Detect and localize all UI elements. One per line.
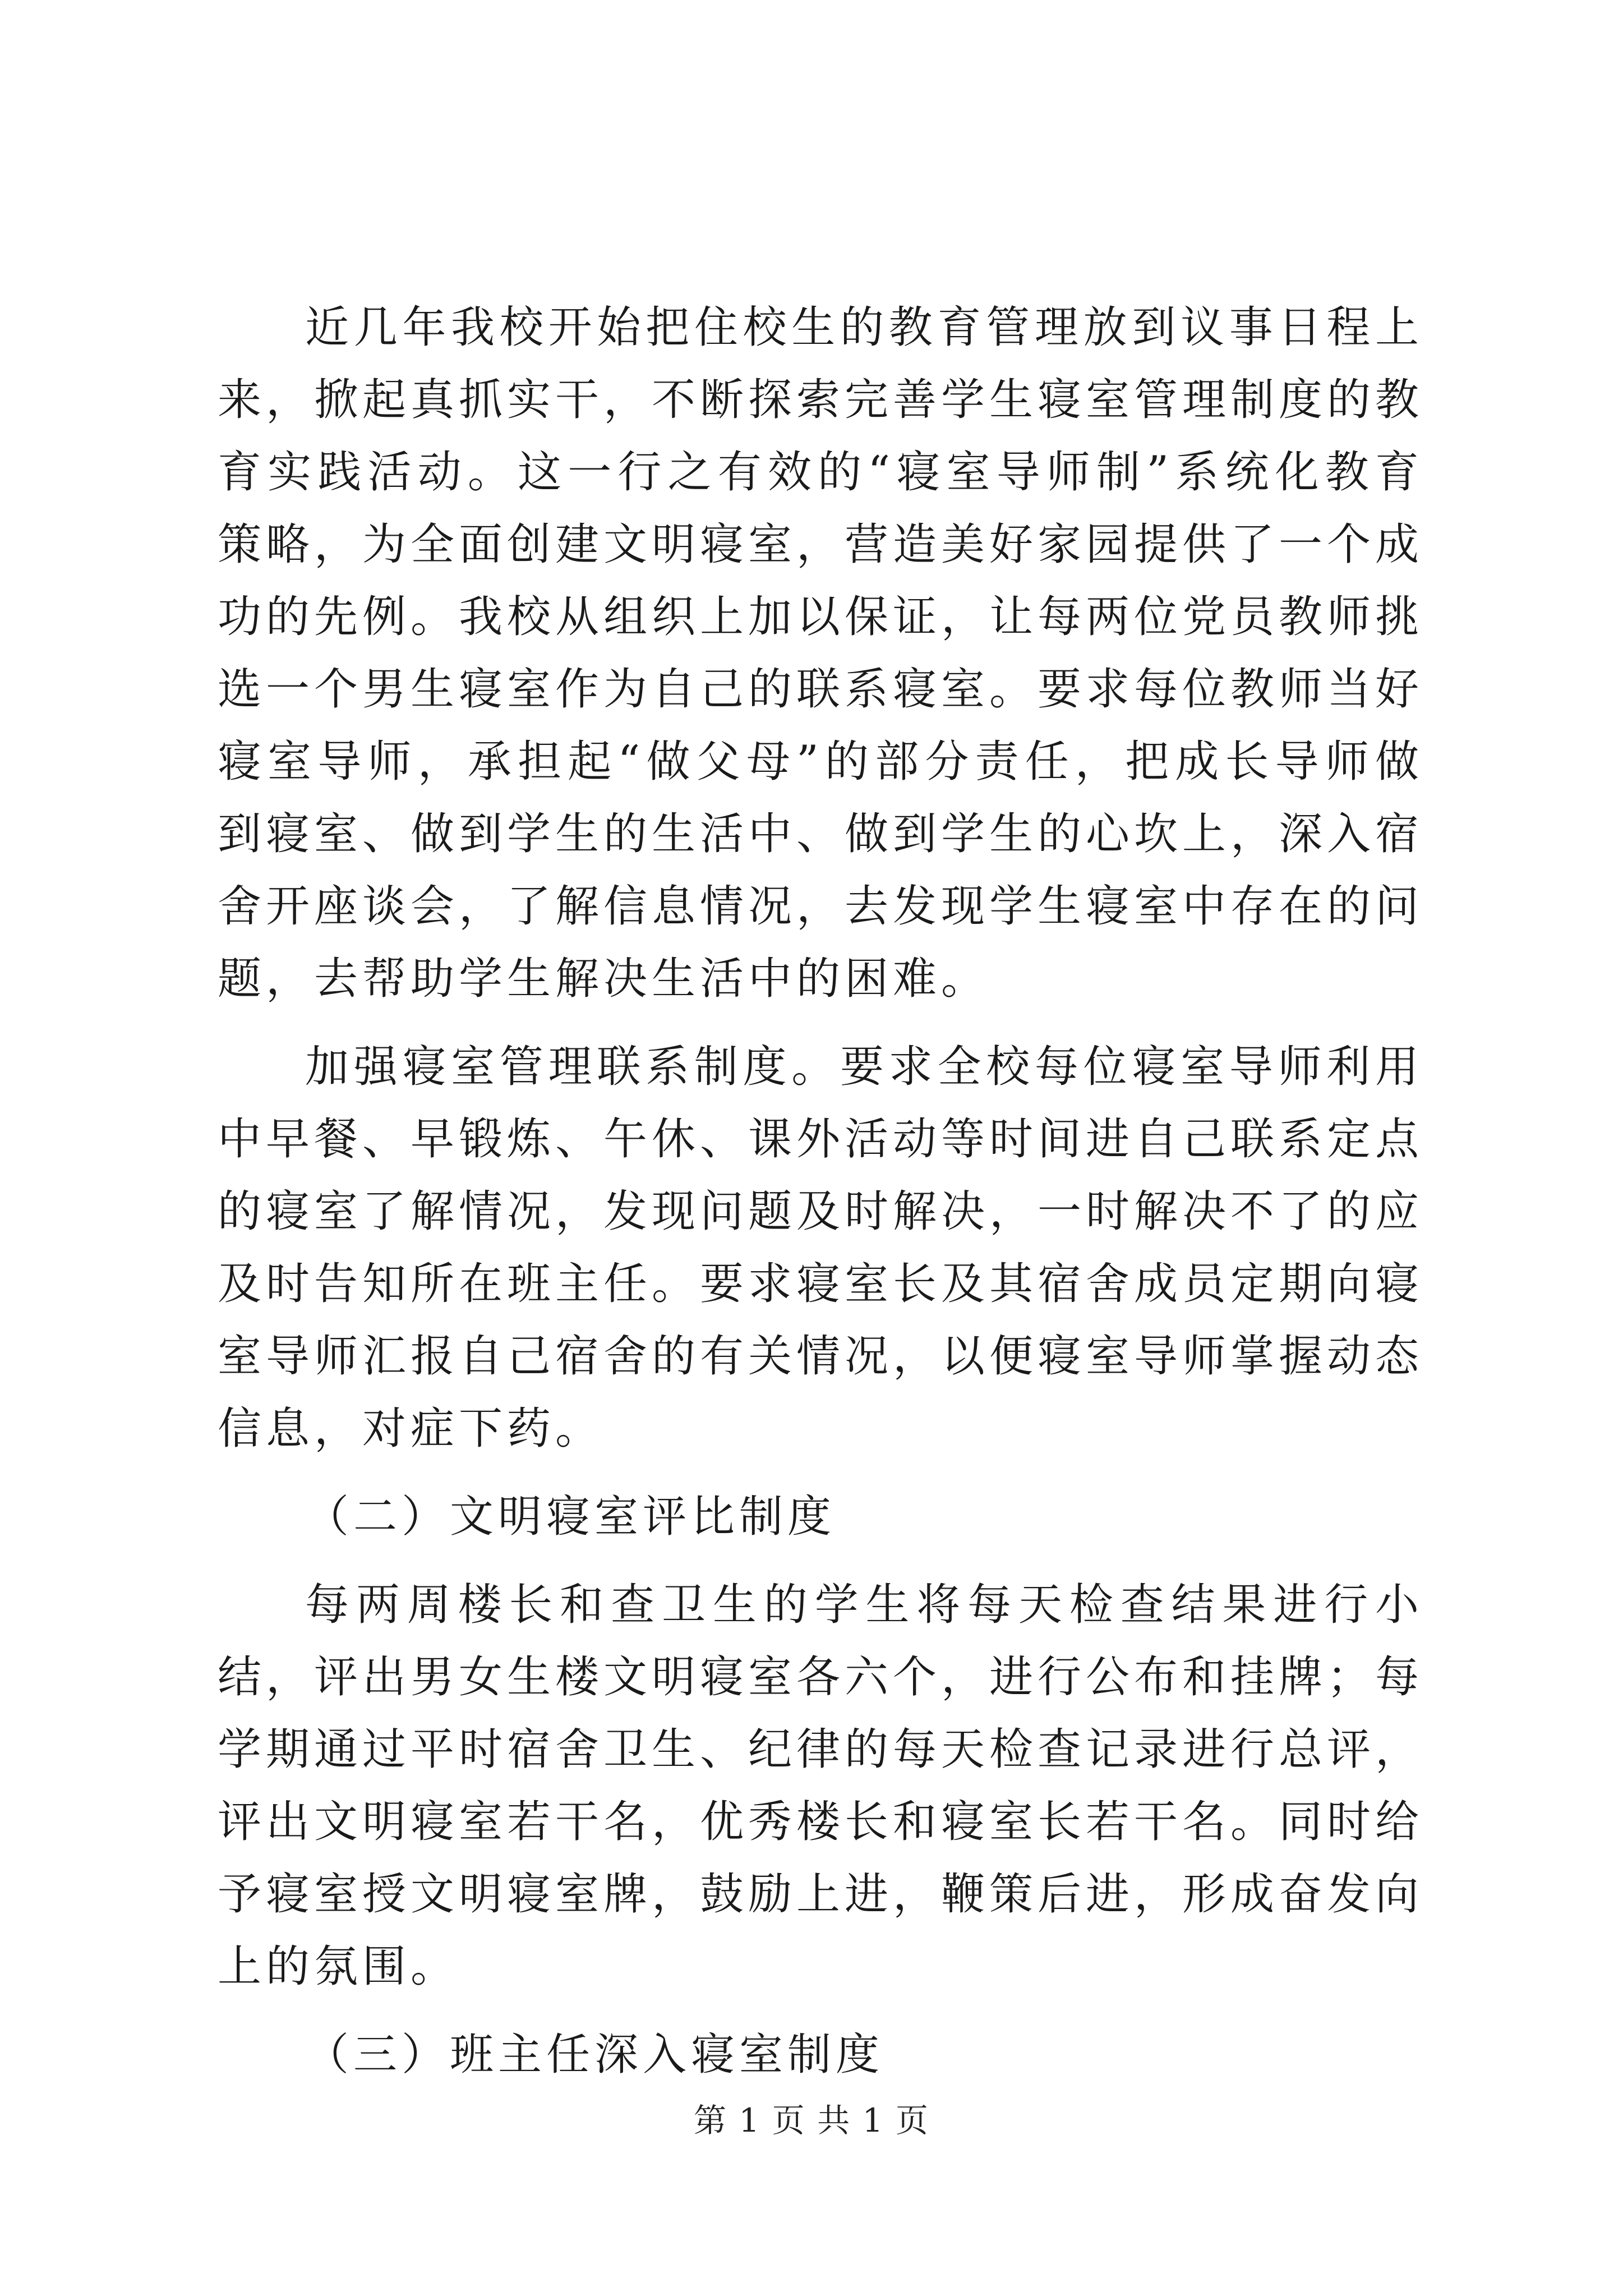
page-footer: 第 1 页 共 1 页 [694,2101,929,2139]
body-paragraph-1: 近几年我校开始把住校生的教育管理放到议事日程上来，掀起真抓实干，不断探索完善学生寝室管理制度的教育实践活动。这一行之有效的“寝室导师制”系统化教育策略，为全面创建文明寝室，营造美好家园提供了一个成功的先例。我校从组织上加以保证，让每两位党员教师挑选一个男生寝室作为自己的联系寝室。要求每位教师当好寝室导师，承担起“做父母”的部分责任，把成长导师做到寝室、做到学生的生活中、做到学生的心坎上，深入宿舍开座谈会，了解信息情况，去发现学生寝室中存在的问题，去帮助学生解决生活中的困难。 [218,302,1424,1004]
body-paragraph-2: 加强寝室管理联系制度。要求全校每位寝室导师利用中早餐、早锻炼、午休、课外活动等时间进自己联系定点的寝室了解情况，发现问题及时解决，一时解决不了的应及时告知所在班主任。要求寝室长及其宿舍成员定期向寝室导师汇报自己宿舍的有关情况，以便寝室导师掌握动态信息，对症下药。 [218,1042,1424,1454]
body-paragraph-3: 每两周楼长和查卫生的学生将每天检查结果进行小结，评出男女生楼文明寝室各六个，进行公布和挂牌；每学期通过平时宿舍卫生、纪律的每天检查记录进行总评，评出文明寝室若干名，优秀楼长和寝室长若干名。同时给予寝室授文明寝室牌，鼓励上进，鞭策后进，形成奋发向上的氛围。 [218,1580,1424,1992]
section-heading-2: （二）文明寝室评比制度 [305,1492,836,1542]
document-body [218,292,1423,2091]
section-heading-3: （三）班主任深入寝室制度 [305,2030,884,2080]
